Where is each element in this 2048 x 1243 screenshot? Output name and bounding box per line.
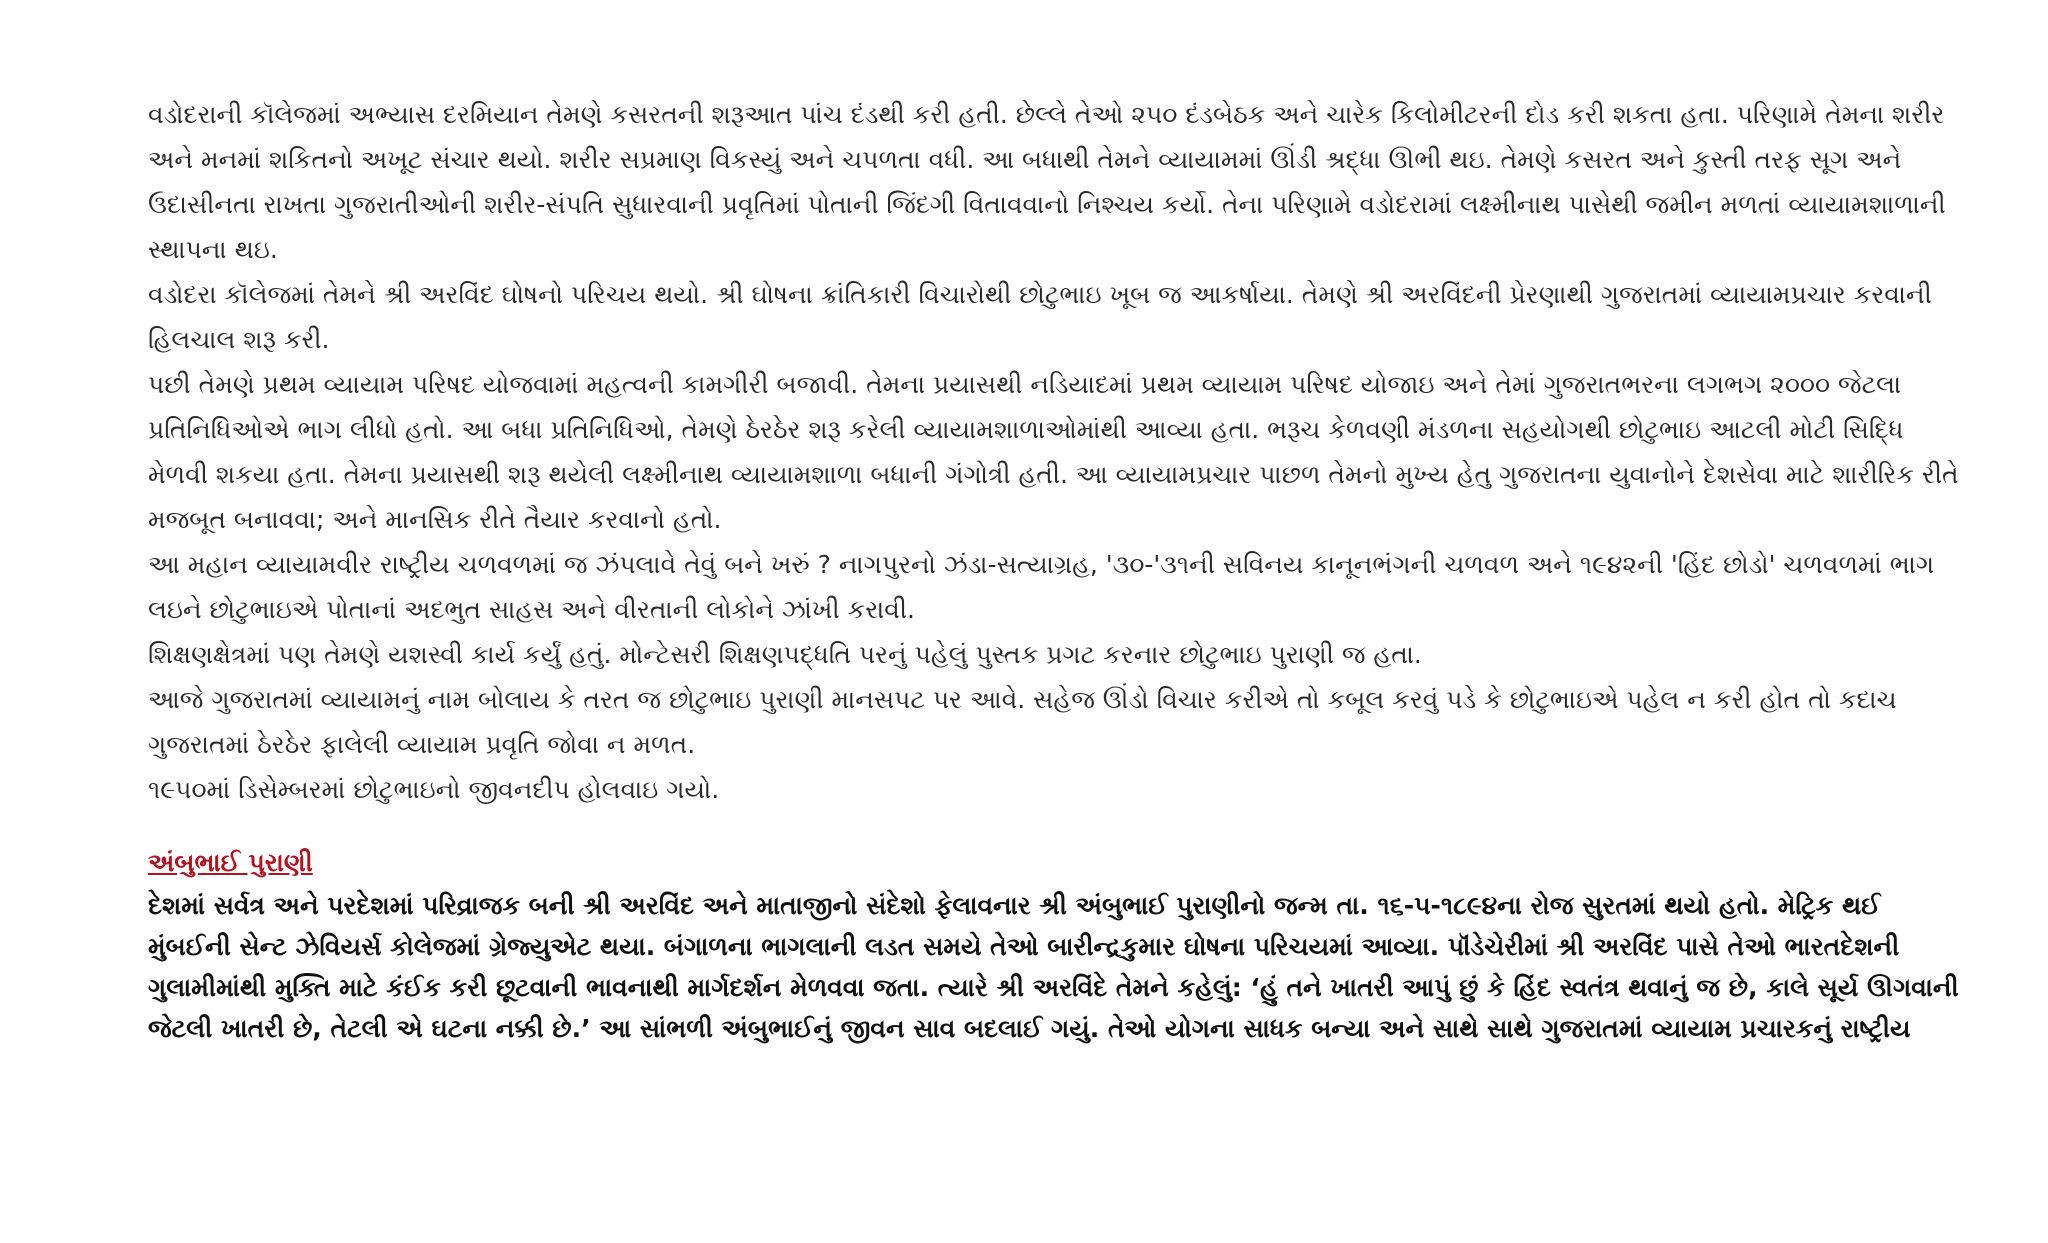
paragraph-4: આ મહાન વ્યાયામવીર રાષ્ટ્રીય ચળવળમાં જ ઝંપલાવે તેવું બને ખરું ? નાગપુરનો ઝંડા-સત્યાગ્રહ, '૩૦-'૩૧ની સવિનય કાનૂનભંગની ચળવળ અને ૧૯૪૨ની 'હિંદ છોડો' ચળવળમાં ભાગ લઇને છોટુભાઇએ પોતાનાં અદભુત સાહસ અને વીરતાની લોકોને ઝાંખી કરાવી.	[148, 550, 1935, 624]
bio-paragraph	[148, 885, 1968, 1049]
paragraph-6: આજે ગુજરાતમાં વ્યાયામનું નામ બોલાય કે તરત જ છોટુભાઇ પુરાણી માનસપટ પર આવે. સહેજ ઊંડો વિચાર કરીએ તો કબૂલ કરવું પડે કે છોટુભાઇએ પહેલ ન કરી હોત તો કદાચ ગુજરાતમાં ઠેરઠેર ફાલેલી વ્યાયામ પ્રવૃતિ જોવા ન મળત.	[148, 685, 1897, 759]
paragraph-7: ૧૯૫૦માં ડિસેમ્બરમાં છોટુભાઇનો જીવનદીપ હોલવાઇ ગયો.	[148, 775, 720, 804]
document-body	[148, 92, 1968, 1049]
paragraph-3: પછી તેમણે પ્રથમ વ્યાયામ પરિષદ યોજવામાં મહત્વની કામગીરી બજાવી. તેમના પ્રયાસથી નડિયાદમાં પ્રથમ વ્યાયામ પરિષદ યોજાઇ અને તેમાં ગુજરાતભરના લગભગ ૨૦૦૦ જેટલા પ્રતિનિધિઓએ ભાગ લીધો હતો. આ બધા પ્રતિનિધિઓ, તેમણે ઠેરઠેર શરૂ કરેલી વ્યાયામશાળાઓમાંથી આવ્યા હતા. ભરૂચ કેળવણી મંડળના સહયોગથી છોટુભાઇ આટલી મોટી સિદ્ધિ મેળવી શકયા હતા. તેમના પ્રયાસથી શરૂ થયેલી લક્ષ્મીનાથ વ્યાયામશાળા બધાની ગંગોત્રી હતી. આ વ્યાયામપ્રચાર પાછળ તેમનો મુખ્ય હેતુ ગુજરાતના યુવાનોને દેશસેવા માટે શારીરિક રીતે મજબૂત બનાવવા; અને માનસિક રીતે તૈયાર કરવાનો હતો.	[148, 370, 1959, 534]
bio-rest-text: આ સાંભળી અંબુભાઈનું જીવન સાવ બદલાઈ ગયું. તેઓ યોગના સાધક બન્યા અને સાથે સાથે ગુજરાતમાં વ્યાયામ પ્રચારકનું રાષ્ટ્રીય	[590, 1014, 1911, 1043]
paragraph-5: શિક્ષણક્ષેત્રમાં પણ તેમણે યશસ્વી કાર્ય કર્યું હતું. મોન્ટેસરી શિક્ષણપદ્ધતિ પરનું પહેલું પુસ્તક પ્રગટ કરનાર છોટુભાઇ પુરાણી જ હતા.	[148, 640, 1422, 669]
paragraph-1: વડોદરાની કૉલેજમાં અભ્યાસ દરમિયાન તેમણે કસરતની શરૂઆત પાંચ દંડથી કરી હતી. છેલ્લે તેઓ ૨૫૦ દંડબેઠક અને ચારેક કિલોમીટરની દોડ કરી શકતા હતા. પરિણામે તેમના શરીર અને મનમાં શકિતનો અખૂટ સંચાર થયો. શરીર સપ્રમાણ વિકસ્યું અને ચપળતા વધી. આ બધાથી તેમને વ્યાયામમાં ઊંડી શ્રદ્ધા ઊભી થઇ. તેમણે કસરત અને કુસ્તી તરફ સૂગ અને ઉદાસીનતા રાખતા ગુજરાતીઓની શરીર-સંપતિ સુધારવાની પ્રવૃતિમાં પોતાની જિંદગી વિતાવવાનો નિશ્ચય કર્યો. તેના પરિણામે વડોદરામાં લક્ષ્મીનાથ પાસેથી જમીન મળતાં વ્યાયામશાળાની સ્થાપના થઇ.	[148, 100, 1946, 264]
paragraph-2: વડોદરા કૉલેજમાં તેમને શ્રી અરવિંદ ઘોષનો પરિચય થયો. શ્રી ઘોષના ક્રાંતિકારી વિચારોથી છોટુભાઇ ખૂબ જ આકર્ષાયા. તેમણે શ્રી અરવિંદની પ્રેરણાથી ગુજરાતમાં વ્યાયામપ્રચાર કરવાની હિલચાલ શરૂ કરી.	[148, 280, 1932, 354]
section-heading: અંબુભાઈ પુરાણી	[148, 848, 313, 877]
bio-intro-text: દેશમાં સર્વત્ર અને પરદેશમાં પરિવ્રાજક બની શ્રી અરવિંદ અને માતાજીનો સંદેશો ફેલાવનાર શ્રી અંબુભાઈ પુરાણીનો જન્મ તા. ૧૬-૫-૧૮૯૪ના રોજ સુરતમાં થયો હતો. મેટ્રિક થઈ મુંબઈની સેન્ટ ઝેવિયર્સ કોલેજમાં ગ્રેજ્યુએટ થયા. બંગાળના ભાગલાની લડત સમયે તેઓ બારીન્દ્રકુમાર ઘોષના પરિચયમાં આવ્યા. પૉંડેચેરીમાં શ્રી અરવિંદ પાસે તેઓ ભારતદેશની ગુલામીમાંથી મુક્તિ માટે કંઈક કરી છૂટવાની ભાવનાથી માર્ગદર્શન મેળવવા જતા. ત્યારે શ્રી અરવિંદે તેમને કહેલું:	[148, 891, 1900, 1002]
bio-quote-text: ‘હું તને ખાતરી આપું છું કે હિંદ સ્વતંત્ર થવાનું જ છે, કાલે સૂર્ય ઊગવાની જેટલી ખાતરી છે, તેટલી એ ઘટના નક્કી છે.’	[148, 973, 1959, 1043]
